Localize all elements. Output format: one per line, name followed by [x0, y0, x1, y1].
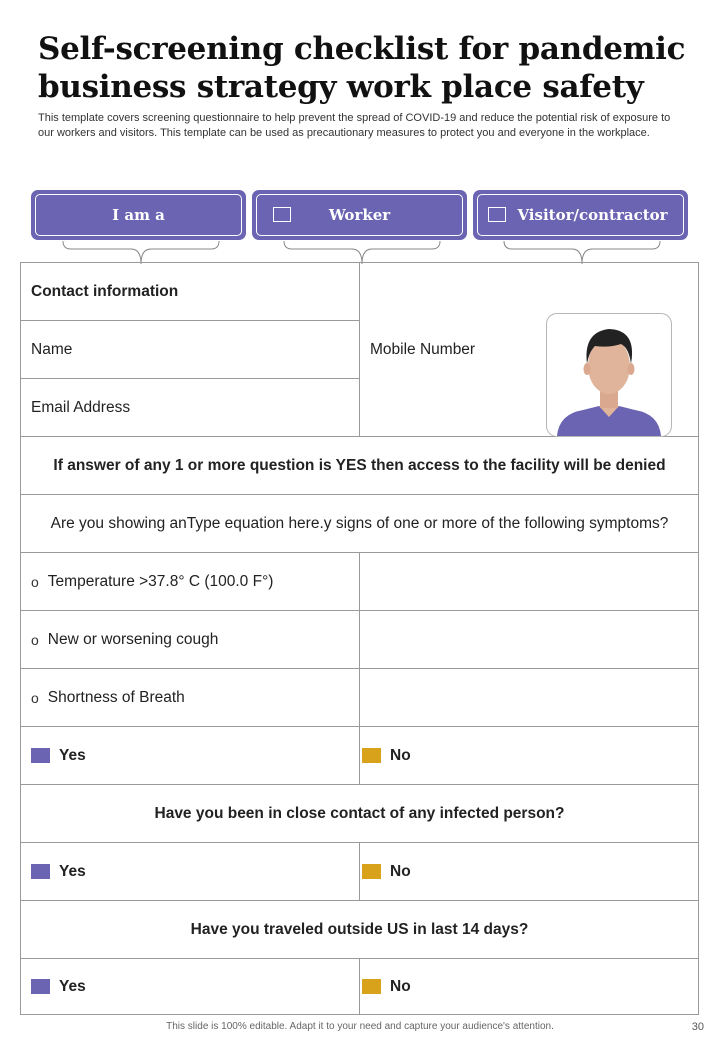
visitor-checkbox-icon[interactable] [488, 207, 506, 222]
name-label: Name [31, 340, 73, 358]
no-checkbox-icon[interactable] [362, 979, 381, 994]
no-checkbox-icon[interactable] [362, 748, 381, 763]
travel-yes-option[interactable] [20, 958, 360, 1015]
email-label: Email Address [31, 398, 131, 416]
no-label: No [390, 746, 411, 764]
symptom-item [20, 552, 360, 611]
worker-option[interactable] [252, 190, 467, 240]
bullet-icon: o [31, 631, 39, 648]
symptom-label: New or worsening cough [47, 630, 219, 648]
symptom-answer-field[interactable] [359, 668, 699, 727]
yes-checkbox-icon[interactable] [31, 748, 50, 763]
worker-checkbox-icon[interactable] [273, 207, 291, 222]
contact-info-label: Contact information [31, 282, 179, 300]
symptom-answer-field[interactable] [359, 610, 699, 669]
yes-label: Yes [59, 862, 86, 880]
bullet-icon: o [31, 573, 39, 590]
no-checkbox-icon[interactable] [362, 864, 381, 879]
symptom-label: Temperature >37.8° C (100.0 F°) [47, 572, 274, 590]
symptoms-yes-option[interactable] [20, 726, 360, 785]
yes-checkbox-icon[interactable] [31, 864, 50, 879]
bullet-icon: o [31, 689, 39, 706]
page-number: 30 [691, 1021, 704, 1033]
email-field[interactable] [20, 378, 360, 437]
page-title: Self-screening checklist for pandemic business strategy work place safety [38, 31, 686, 105]
yes-label: Yes [59, 746, 86, 764]
name-field[interactable] [20, 320, 360, 379]
photo-placeholder[interactable] [546, 313, 672, 437]
yes-label: Yes [59, 977, 86, 995]
visitor-label: Visitor/contractor [517, 206, 668, 224]
travel-no-option[interactable] [359, 958, 699, 1015]
contact-question: Have you been in close contact of any infected person? [154, 804, 565, 822]
contact-no-option[interactable] [359, 842, 699, 901]
symptoms-no-option[interactable] [359, 726, 699, 785]
rule-row [20, 436, 699, 495]
mobile-label: Mobile Number [370, 340, 476, 358]
page-subtitle: This template covers screening questionnaire to help prevent the spread of COVID-19 and reduce the potential risk of exposure to our workers and visitors. This template can be used as precautionary measures to protect you and everyone in the workplace. [38, 112, 671, 139]
contact-question-row [20, 784, 699, 843]
yes-checkbox-icon[interactable] [31, 979, 50, 994]
i-am-a-pill [31, 190, 246, 240]
symptom-label: Shortness of Breath [47, 688, 185, 706]
rule-text: If answer of any 1 or more question is YES then access to the facility will be denied [53, 456, 666, 474]
symptoms-question-row [20, 494, 699, 553]
no-label: No [390, 862, 411, 880]
travel-question-row [20, 900, 699, 959]
no-label: No [390, 977, 411, 995]
worker-label: Worker [328, 206, 391, 224]
i-am-a-label: I am a [112, 206, 165, 224]
travel-question: Have you traveled outside US in last 14 days? [190, 920, 529, 938]
person-avatar-icon [547, 314, 671, 436]
symptom-answer-field[interactable] [359, 552, 699, 611]
contact-info-heading [20, 262, 360, 321]
contact-yes-option[interactable] [20, 842, 360, 901]
visitor-option[interactable] [473, 190, 688, 240]
symptoms-question: Are you showing anType equation here.y signs of one or more of the following symptoms? [50, 514, 669, 532]
symptom-item [20, 668, 360, 727]
symptom-item [20, 610, 360, 669]
footer-note: This slide is 100% editable. Adapt it to your need and capture your audience's attention. [166, 1021, 554, 1032]
